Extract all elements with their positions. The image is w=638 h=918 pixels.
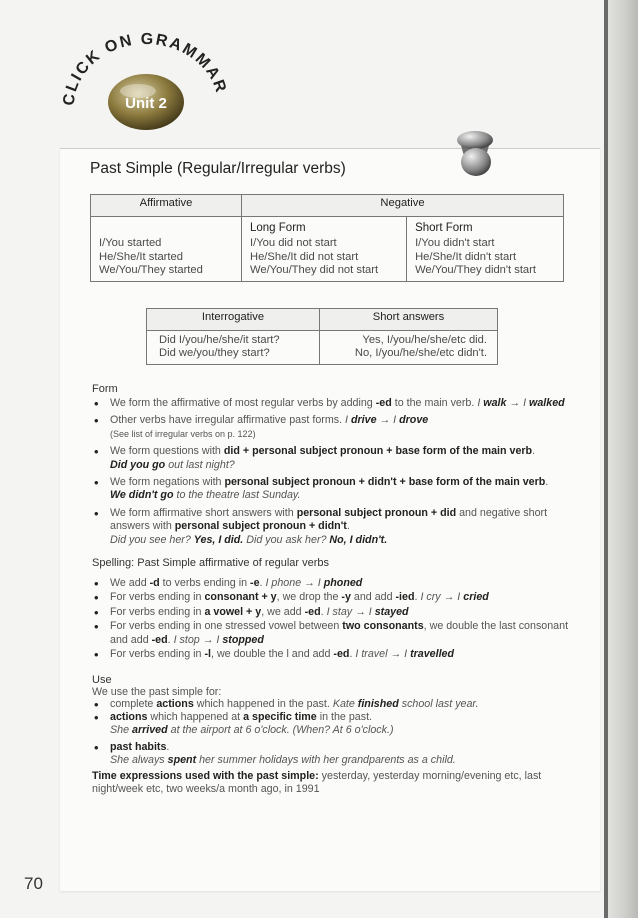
list-item: • past habits. She always spent her summer holidays with her grandparents as a child. [110,741,584,768]
book-spine-edge [604,0,608,918]
page-number: 70 [24,874,43,893]
form-heading: Form [92,383,118,395]
interrogative-header: Interrogative [147,309,320,331]
page-title: Past Simple (Regular/Irregular verbs) [90,160,346,177]
negative-header: Negative [242,195,564,217]
svg-text:Unit 2: Unit 2 [125,95,167,112]
form-list [92,397,584,547]
list-item: • For verbs ending in -l, we double the l and add -ed. I travel → I travelled [110,648,584,661]
short-answers-header: Short answers [320,309,498,331]
list-item: • We add -d to verbs ending in -e. I phone → I phoned [110,577,584,590]
long-forms: I/You did not start He/She/It did not start We/You/They did not start [242,235,407,281]
interrogative-forms: Did I/you/he/she/it start? Did we/you/they start? [147,331,320,365]
short-forms: I/You didn't start He/She/It didn't start We/You/They didn't start [407,235,564,281]
list-item: • Other verbs have irregular affirmative past forms. I drive → I drove (See list of irregular verbs on p. 122) [110,414,584,441]
grammar-notes [92,383,584,796]
spelling-list [92,577,584,661]
list-item: • For verbs ending in one stressed vowel between two consonants, we double the last consonant and add -ed. I stop → I stopped [110,620,584,647]
svg-text:CLICK ON GRAMMAR: CLICK ON GRAMMAR [60,30,230,107]
list-item: • We form questions with did + personal subject pronoun + base form of the main verb. Did you go out last night? [110,445,584,472]
short-answer-forms: Yes, I/you/he/she/etc did. No, I/you/he/she/etc didn't. [320,331,498,365]
list-item: • actions which happened at a specific time in the past. She arrived at the airport at 6 o'clock. (When? At 6 o'clock.) [110,711,584,738]
list-item: • For verbs ending in a vowel + y, we add -ed. I stay → I stayed [110,606,584,619]
questions-table [146,308,498,365]
use-intro: We use the past simple for: [92,685,222,698]
list-item: • We form the affirmative of most regular verbs by adding -ed to the main verb. I walk → I walked [110,397,584,410]
click-on-grammar-logo [56,18,236,136]
list-item: • We form affirmative short answers with personal subject pronoun + did and negative short answers with personal subject pronoun + didn't. Did you see her? Yes, I did. Did you ask her? No, I didn't. [110,507,584,547]
push-pin-icon [452,128,498,182]
affirmative-header: Affirmative [91,195,242,217]
list-item: • For verbs ending in consonant + y, we drop the -y and add -ied. I cry → I cried [110,591,584,604]
affirmative-forms: I/You started He/She/It started We/You/They started [91,217,242,282]
spelling-heading: Spelling: Past Simple affirmative of regular verbs [92,557,330,570]
list-item: • We form negations with personal subject pronoun + didn't + base form of the main verb. We didn't go to the theatre last Sunday. [110,476,584,503]
use-list [92,698,584,768]
long-form-header: Long Form [242,217,407,236]
conjugation-table [90,194,564,282]
use-heading: Use [92,673,112,686]
list-item: • complete actions which happened in the past. Kate finished school last year. [110,698,584,711]
short-form-header: Short Form [407,217,564,236]
book-spine-shadow [604,0,638,918]
time-expressions: Time expressions used with the past simple: yesterday, yesterday morning/evening etc, last night/week etc, two weeks/a month ago, in 1991 [92,769,542,795]
